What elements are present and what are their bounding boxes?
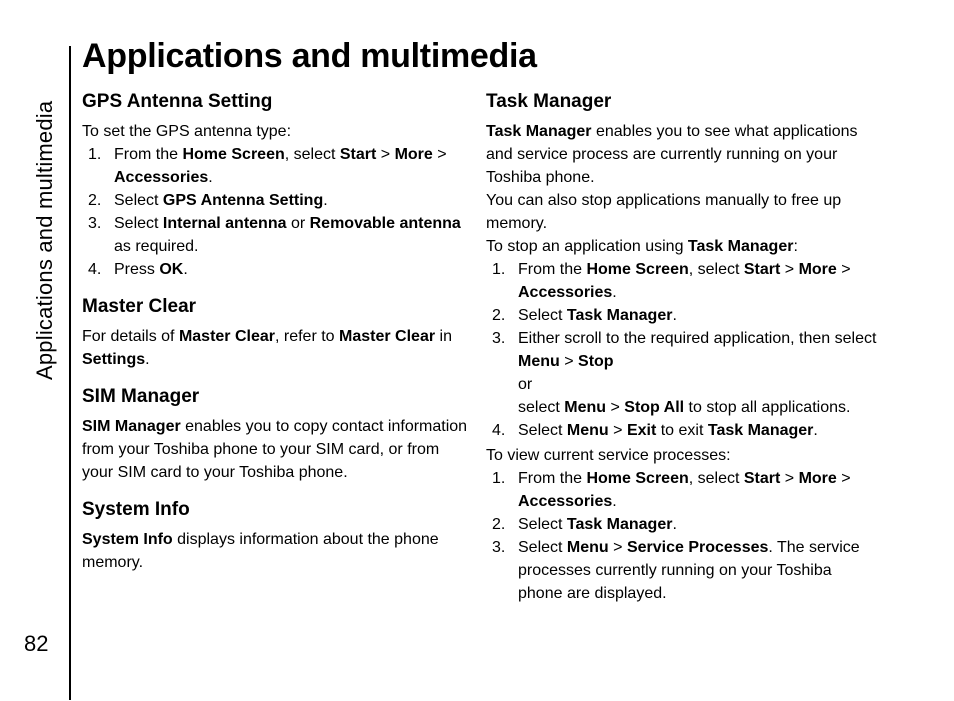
text-run: Select: [518, 422, 567, 439]
text-run: >: [836, 261, 851, 278]
gps-step: [82, 189, 470, 212]
text-run: From the: [518, 261, 587, 278]
gps-step: [82, 143, 470, 189]
step-text: [518, 422, 818, 439]
task-manager-free-memory: You can also stop applications manually to free up memory.: [486, 192, 842, 232]
bold-term: GPS Antenna Setting: [162, 192, 324, 209]
side-section-title: Applications and multimedia: [32, 100, 57, 380]
text-run: .: [323, 192, 328, 209]
bold-term: Home Screen: [586, 470, 689, 487]
bold-term: Menu: [566, 422, 609, 439]
bold-term: Home Screen: [182, 146, 285, 163]
text-run: or: [286, 215, 310, 232]
text-run: to stop all applications.: [684, 399, 851, 416]
text-run: .: [183, 261, 188, 278]
text-run: .: [612, 284, 617, 301]
bold-term: Stop All: [624, 399, 685, 416]
text-run: :: [793, 238, 798, 255]
step-number: 2.: [492, 516, 506, 533]
master-clear-heading: Master Clear: [82, 296, 197, 317]
text-run: .: [612, 493, 617, 510]
gps-antenna-heading: GPS Antenna Setting: [82, 91, 273, 112]
text-run: . The service processes currently running on your Toshiba phone are displayed.: [518, 539, 860, 602]
text-run: Press: [114, 261, 160, 278]
stop-application-steps: [486, 258, 878, 442]
bold-term: Menu: [564, 399, 607, 416]
step-text: [114, 192, 328, 209]
task-manager-stop-intro: [486, 235, 878, 258]
text-run: >: [432, 146, 447, 163]
text-run: >: [606, 399, 625, 416]
bold-term: Start: [743, 261, 781, 278]
master-clear-text: [82, 325, 470, 371]
text-run: Select: [114, 215, 163, 232]
text-run: >: [559, 353, 579, 370]
text-run: >: [780, 470, 799, 487]
bold-term: More: [798, 470, 837, 487]
text-run: From the: [114, 146, 183, 163]
text-run: Select: [518, 516, 567, 533]
bold-term: Task Manager: [687, 238, 794, 255]
bold-term: Accessories: [114, 169, 209, 186]
bold-term: Settings: [82, 351, 146, 368]
step-number: 1.: [88, 146, 102, 163]
text-run: in: [435, 328, 452, 345]
bold-term: More: [394, 146, 433, 163]
stop-step: [486, 419, 878, 442]
step-text: [518, 330, 876, 416]
text-run: , select: [688, 261, 744, 278]
page-title: Applications and multimedia: [82, 37, 537, 75]
step-text: [114, 215, 461, 255]
text-run: Either scroll to the required application, then select: [518, 330, 877, 347]
step-number: 1.: [492, 261, 506, 278]
text-run: .: [672, 307, 677, 324]
text-run: >: [376, 146, 395, 163]
step-number: 4.: [88, 261, 102, 278]
bold-term: OK: [159, 261, 184, 278]
bold-term: Task Manager: [707, 422, 814, 439]
step-number: 4.: [492, 422, 506, 439]
right-column: [486, 90, 878, 605]
step-number: 3.: [492, 330, 506, 347]
text-run: .: [672, 516, 677, 533]
gps-antenna-steps: [82, 143, 470, 281]
text-run: or: [518, 376, 533, 393]
bold-term: Master Clear: [178, 328, 275, 345]
bold-term: Task Manager: [566, 307, 673, 324]
stop-step: [486, 258, 878, 304]
step-number: 3.: [492, 539, 506, 556]
text-run: .: [145, 351, 150, 368]
text-run: .: [813, 422, 818, 439]
text-run: , select: [688, 470, 744, 487]
text-run: to exit: [656, 422, 708, 439]
step-number: 3.: [88, 215, 102, 232]
step-text: [518, 261, 851, 301]
text-run: Select: [518, 539, 567, 556]
step-number: 2.: [88, 192, 102, 209]
text-run: , select: [284, 146, 340, 163]
bold-term: Menu: [518, 353, 560, 370]
text-run: For details of: [82, 328, 179, 345]
bold-term: Start: [743, 470, 781, 487]
gps-step: [82, 258, 470, 281]
text-run: .: [208, 169, 213, 186]
text-run: Select: [518, 307, 567, 324]
master-clear-section: [82, 295, 470, 371]
bold-term: Home Screen: [586, 261, 689, 278]
text-run: as required.: [114, 238, 199, 255]
view-processes-steps: [486, 467, 878, 605]
bold-term: Accessories: [518, 493, 613, 510]
bold-term: Task Manager: [486, 123, 592, 140]
text-run: >: [608, 539, 627, 556]
gps-step: [82, 212, 470, 258]
bold-term: SIM Manager: [82, 418, 181, 435]
step-text: [518, 470, 851, 510]
system-info-section: [82, 498, 470, 574]
left-column: [82, 90, 470, 574]
step-text: [114, 261, 188, 278]
bold-term: System Info: [82, 531, 173, 548]
gps-antenna-intro: To set the GPS antenna type:: [82, 123, 292, 140]
bold-term: Removable antenna: [309, 215, 461, 232]
system-info-heading: System Info: [82, 499, 190, 520]
bold-term: Internal antenna: [162, 215, 287, 232]
bold-term: Master Clear: [339, 328, 436, 345]
sim-manager-section: [82, 385, 470, 484]
step-text: [518, 516, 677, 533]
margin-rule: [69, 46, 71, 700]
sim-manager-text: [82, 415, 470, 484]
bold-term: Task Manager: [566, 516, 673, 533]
bold-term: Menu: [566, 539, 609, 556]
task-manager-heading: Task Manager: [486, 91, 612, 112]
stop-step: [486, 304, 878, 327]
step-text: [518, 539, 860, 602]
task-manager-section: [486, 90, 878, 605]
view-step: [486, 467, 878, 513]
bold-term: Exit: [626, 422, 657, 439]
text-run: >: [608, 422, 627, 439]
text-run: Select: [114, 192, 163, 209]
step-number: 1.: [492, 470, 506, 487]
system-info-text: [82, 528, 470, 574]
text-run: enables you to copy contact information from your Toshiba phone to your SIM card, or from your SIM card to your Toshiba phone.: [82, 418, 468, 481]
sim-manager-heading: SIM Manager: [82, 386, 200, 407]
text-run: , refer to: [274, 328, 340, 345]
step-text: [518, 307, 677, 324]
step-text: [114, 146, 447, 186]
text-run: From the: [518, 470, 587, 487]
stop-step: [486, 327, 878, 419]
page-number: 82: [24, 631, 49, 656]
view-step: [486, 536, 878, 605]
gps-antenna-section: [82, 90, 470, 281]
text-run: To stop an application using: [486, 238, 688, 255]
view-step: [486, 513, 878, 536]
step-number: 2.: [492, 307, 506, 324]
bold-term: Service Processes: [626, 539, 769, 556]
bold-term: Start: [339, 146, 377, 163]
task-manager-view-intro: To view current service processes:: [486, 447, 731, 464]
text-run: >: [780, 261, 799, 278]
bold-term: Accessories: [518, 284, 613, 301]
task-manager-intro: [486, 120, 878, 189]
text-run: displays information about the phone memory.: [82, 531, 439, 571]
bold-term: Stop: [578, 353, 614, 370]
text-run: >: [836, 470, 851, 487]
bold-term: More: [798, 261, 837, 278]
text-run: enables you to see what applications and service process are currently running on your Toshiba phone.: [486, 123, 858, 186]
text-run: select: [518, 399, 565, 416]
